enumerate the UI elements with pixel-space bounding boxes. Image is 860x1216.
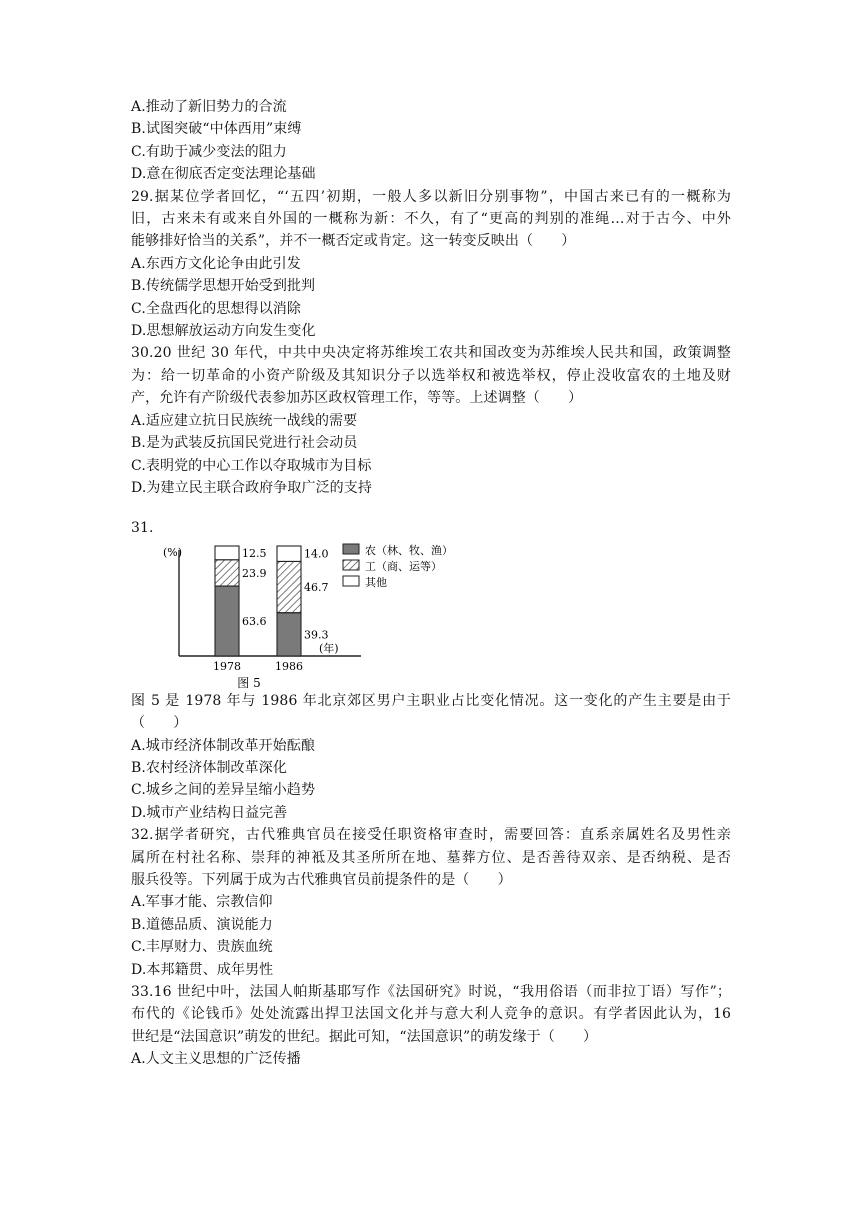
exam-page (131, 96, 731, 1071)
q30-option-c: C.表明党的中心工作以夺取城市为目标 (131, 457, 372, 474)
figure-5 (131, 540, 731, 690)
legend-entry: 其他 (365, 575, 387, 589)
q30-option-d: D.为建立民主联合政府争取广泛的支持 (131, 479, 372, 496)
q29-stem-line: 能够排好恰当的关系”，并不一概否定或肯定。这一转变反映出（ ） (131, 233, 576, 250)
q32-option-b: B.道德品质、演说能力 (131, 916, 273, 933)
q33-stem-line: 布代的《论钱币》处处流露出捍卫法国文化并与意大利人竞争的意识。有学者因此认为，16 (131, 1006, 731, 1023)
q31-option-b: B.农村经济体制改革深化 (131, 759, 287, 776)
data-label: 39.3 (304, 628, 329, 642)
q30-option-b: B.是为武装反抗国民党进行社会动员 (131, 435, 358, 452)
q33-stem-line: 33.16 世纪中叶，法国人帕斯基耶写作《法国研究》时说，“我用俗语（而非拉丁语）写作”； (131, 984, 731, 1000)
bar-segment (277, 612, 301, 655)
q29-option-a: A.东西方文化论争由此引发 (131, 255, 301, 272)
legend-swatch (343, 560, 359, 570)
q33-option-a: A.人文主义思想的广泛传播 (131, 1051, 301, 1068)
question-32 (131, 824, 731, 981)
bar-segment (215, 546, 239, 560)
q33-stem-line: 世纪是“法国意识”萌发的世纪。据此可知，“法国意识”的萌发缘于（ ） (131, 1028, 598, 1045)
legend-entry: 工（商、运等） (365, 559, 442, 573)
q30-stem-line: 30.20 世纪 30 年代，中共中央决定将苏维埃工农共和国改变为苏维埃人民共和国，政策调整 (131, 345, 731, 362)
bar-segment (277, 546, 301, 561)
question-31 (131, 517, 731, 824)
q29-option-c: C.全盘西化的思想得以消除 (131, 300, 301, 317)
question-33 (131, 981, 731, 1071)
question-29 (131, 186, 731, 343)
stacked-bar-chart (131, 540, 731, 690)
bar-segment (215, 559, 239, 585)
q32-option-c: C.丰厚财力、贵族血统 (131, 939, 273, 956)
data-label: 46.7 (304, 580, 329, 594)
data-label: 12.5 (242, 546, 267, 560)
legend-swatch (343, 576, 359, 586)
q29-option-b: B.传统儒学思想开始受到批判 (131, 278, 316, 295)
q29-stem-line: 29.据某位学者回忆，“‘五四’初期，一般人多以新旧分别事物”，中国古来已有的一概称为 (131, 188, 731, 205)
q28-option-a: A.推动了新旧势力的合流 (131, 99, 287, 115)
q32-option-a: A.军事才能、宗教信仰 (131, 894, 273, 911)
x-tick-label: 1978 (213, 659, 241, 673)
q31-stem-line: 图 5 是 1978 年与 1986 年北京郊区男户主职业占比变化情况。这一变化的产生主要是由于 (131, 692, 731, 709)
legend-entry: 农（林、牧、渔） (365, 543, 453, 557)
data-label: 23.9 (242, 566, 267, 580)
q32-option-d: D.本邦籍贯、成年男性 (131, 961, 274, 978)
y-axis-label: (%) (163, 545, 183, 559)
q32-stem-line: 服兵役等。下列属于成为古代雅典官员前提条件的是（ ） (131, 871, 512, 888)
question-30 (131, 342, 731, 499)
data-label: 63.6 (242, 614, 267, 628)
bar-segment (277, 561, 301, 612)
x-tick-label: 1986 (275, 659, 303, 673)
q32-stem-line: 属所在村社名称、崇拜的神袛及其圣所所在地、墓葬方位、是否善待双亲、是否纳税、是否 (131, 849, 731, 866)
q30-option-a: A.适应建立抗日民族统一战线的需要 (131, 412, 358, 429)
q30-stem-line: 产，允许有产阶级代表参加苏区政权管理工作，等等。上述调整（ ） (131, 390, 583, 407)
bar-segment (215, 586, 239, 656)
q31-option-c: C.城乡之间的差异呈缩小趋势 (131, 782, 316, 799)
legend-swatch (343, 544, 359, 554)
figure-caption: 图 5 (237, 675, 261, 690)
q29-stem-line: 旧，古来未有或来自外国的一概称为新：不久，有了“更高的判别的准绳…对于古今、中外 (131, 211, 731, 228)
q31-option-d: D.城市产业结构日益完善 (131, 804, 288, 821)
q28-options (131, 96, 731, 186)
q28-option-c: C.有助于减少变法的阻力 (131, 143, 287, 160)
q30-stem-line: 为：给一切革命的小资产阶级及其知识分子以选举权和被选举权，停止没收富农的土地及财 (131, 367, 731, 384)
q31-number: 31. (131, 520, 154, 537)
q28-option-d: D.意在彻底否定变法理论基础 (131, 166, 316, 183)
q31-option-a: A.城市经济体制改革开始酝酿 (131, 737, 315, 754)
q28-option-b: B.试图突破“中体西用”束缚 (131, 121, 302, 138)
q29-option-d: D.思想解放运动方向发生变化 (131, 323, 316, 340)
q32-stem-line: 32.据学者研究，古代雅典官员在接受任职资格审查时，需要回答：直系亲属姓名及男性亲 (131, 827, 731, 844)
q31-stem-line: （ ） (131, 715, 188, 732)
x-axis-label: (年) (319, 641, 339, 655)
data-label: 14.0 (304, 547, 329, 561)
